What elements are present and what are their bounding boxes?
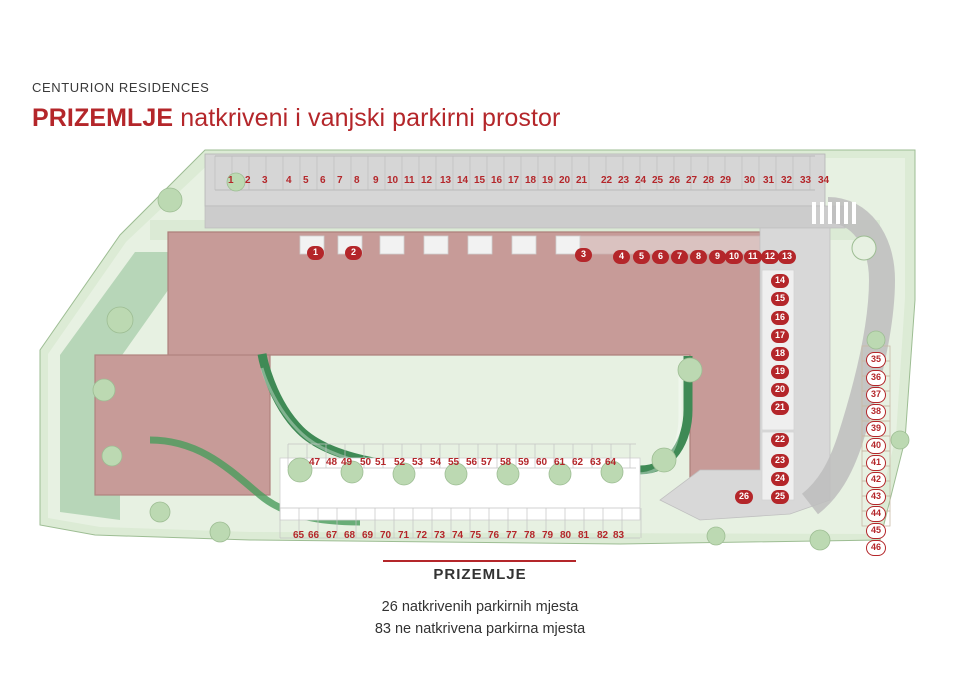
label-bot-77[interactable]: 77 <box>506 530 518 541</box>
label-top-21[interactable]: 21 <box>576 175 588 186</box>
label-bot-72[interactable]: 72 <box>416 530 428 541</box>
covered-pill-6[interactable]: 6 <box>652 250 669 264</box>
label-mid-58[interactable]: 58 <box>500 457 512 468</box>
covered-pill-5[interactable]: 5 <box>633 250 650 264</box>
bay-label-39[interactable]: 39 <box>866 421 886 437</box>
covered-pill-18[interactable]: 18 <box>771 347 789 361</box>
bay-label-43[interactable]: 43 <box>866 489 886 505</box>
label-mid-48[interactable]: 48 <box>326 457 338 468</box>
bay-label-41[interactable]: 41 <box>866 455 886 471</box>
label-top-33[interactable]: 33 <box>800 175 812 186</box>
bay-label-45[interactable]: 45 <box>866 523 886 539</box>
label-top-13[interactable]: 13 <box>440 175 452 186</box>
label-top-4[interactable]: 4 <box>286 175 292 186</box>
footer-uncovered-count: 83 ne natkrivena parkirna mjesta <box>374 621 586 637</box>
footer-level-title: PRIZEMLJE <box>433 566 527 583</box>
footer-covered-count: 26 natkrivenih parkirnih mjesta <box>381 599 579 615</box>
page-title-rest: natkriveni i vanjski parkirni prostor <box>173 104 561 132</box>
label-bot-65[interactable]: 65 <box>293 530 305 541</box>
covered-pill-11[interactable]: 11 <box>744 250 762 264</box>
label-mid-64[interactable]: 64 <box>605 457 617 468</box>
covered-pill-2[interactable]: 2 <box>345 246 362 260</box>
site-plan-drawing <box>0 140 960 560</box>
label-mid-56[interactable]: 56 <box>466 457 478 468</box>
covered-pill-19[interactable]: 19 <box>771 365 789 379</box>
label-bot-70[interactable]: 70 <box>380 530 392 541</box>
label-bot-76[interactable]: 76 <box>488 530 500 541</box>
label-top-30[interactable]: 30 <box>744 175 756 186</box>
bay-label-36[interactable]: 36 <box>866 370 886 386</box>
covered-pill-10[interactable]: 10 <box>725 250 743 264</box>
label-top-24[interactable]: 24 <box>635 175 647 186</box>
label-top-28[interactable]: 28 <box>703 175 715 186</box>
label-mid-59[interactable]: 59 <box>518 457 530 468</box>
label-top-11[interactable]: 11 <box>404 175 415 186</box>
covered-pill-20[interactable]: 20 <box>771 383 789 397</box>
label-bot-75[interactable]: 75 <box>470 530 482 541</box>
label-top-23[interactable]: 23 <box>618 175 630 186</box>
covered-pill-7[interactable]: 7 <box>671 250 688 264</box>
covered-pill-17[interactable]: 17 <box>771 329 789 343</box>
label-bot-69[interactable]: 69 <box>362 530 374 541</box>
covered-pill-23[interactable]: 23 <box>771 454 789 468</box>
label-bot-73[interactable]: 73 <box>434 530 446 541</box>
label-mid-50[interactable]: 50 <box>360 457 372 468</box>
page-title-strong: PRIZEMLJE <box>32 104 174 132</box>
project-name: CENTURION RESIDENCES <box>32 80 210 95</box>
label-top-6[interactable]: 6 <box>320 175 326 186</box>
covered-pill-22[interactable]: 22 <box>771 433 789 447</box>
label-top-20[interactable]: 20 <box>559 175 571 186</box>
label-top-16[interactable]: 16 <box>491 175 503 186</box>
covered-pill-25[interactable]: 25 <box>771 490 789 504</box>
label-top-7[interactable]: 7 <box>337 175 343 186</box>
label-bot-78[interactable]: 78 <box>524 530 536 541</box>
label-top-5[interactable]: 5 <box>303 175 309 186</box>
label-top-26[interactable]: 26 <box>669 175 681 186</box>
label-mid-47[interactable]: 47 <box>309 457 321 468</box>
label-top-15[interactable]: 15 <box>474 175 486 186</box>
label-top-2[interactable]: 2 <box>245 175 251 186</box>
covered-pill-24[interactable]: 24 <box>771 472 789 486</box>
label-bot-74[interactable]: 74 <box>452 530 464 541</box>
covered-pill-13[interactable]: 13 <box>778 250 796 264</box>
label-top-31[interactable]: 31 <box>763 175 775 186</box>
label-bot-71[interactable]: 71 <box>398 530 410 541</box>
bay-label-38[interactable]: 38 <box>866 404 886 420</box>
label-bot-66[interactable]: 66 <box>308 530 320 541</box>
covered-pill-4[interactable]: 4 <box>613 250 630 264</box>
label-bot-82[interactable]: 82 <box>597 530 609 541</box>
bay-label-44[interactable]: 44 <box>866 506 886 522</box>
bay-label-35[interactable]: 35 <box>866 352 886 368</box>
label-top-27[interactable]: 27 <box>686 175 698 186</box>
label-mid-53[interactable]: 53 <box>412 457 424 468</box>
page-title <box>32 104 560 133</box>
label-top-1[interactable]: 1 <box>228 175 234 186</box>
label-top-12[interactable]: 12 <box>421 175 433 186</box>
label-mid-55[interactable]: 55 <box>448 457 460 468</box>
label-top-32[interactable]: 32 <box>781 175 793 186</box>
label-top-8[interactable]: 8 <box>354 175 360 186</box>
label-mid-54[interactable]: 54 <box>430 457 442 468</box>
label-bot-83[interactable]: 83 <box>613 530 625 541</box>
label-bot-81[interactable]: 81 <box>578 530 590 541</box>
label-top-3[interactable]: 3 <box>262 175 268 186</box>
covered-pill-14[interactable]: 14 <box>771 274 789 288</box>
label-top-29[interactable]: 29 <box>720 175 732 186</box>
bay-label-37[interactable]: 37 <box>866 387 886 403</box>
label-top-17[interactable]: 17 <box>508 175 520 186</box>
label-bot-80[interactable]: 80 <box>560 530 572 541</box>
label-bot-68[interactable]: 68 <box>344 530 356 541</box>
label-bot-67[interactable]: 67 <box>326 530 338 541</box>
label-top-34[interactable]: 34 <box>818 175 830 186</box>
covered-pill-1[interactable]: 1 <box>307 246 324 260</box>
label-top-9[interactable]: 9 <box>373 175 379 186</box>
label-mid-57[interactable]: 57 <box>481 457 493 468</box>
covered-pill-9[interactable]: 9 <box>709 250 726 264</box>
covered-pill-21[interactable]: 21 <box>771 401 789 415</box>
label-mid-52[interactable]: 52 <box>394 457 406 468</box>
label-mid-62[interactable]: 62 <box>572 457 584 468</box>
label-top-10[interactable]: 10 <box>387 175 399 186</box>
label-mid-51[interactable]: 51 <box>375 457 387 468</box>
label-top-19[interactable]: 19 <box>542 175 554 186</box>
label-top-22[interactable]: 22 <box>601 175 613 186</box>
covered-pill-26[interactable]: 26 <box>735 490 753 504</box>
bay-label-40[interactable]: 40 <box>866 438 886 454</box>
covered-pill-3[interactable]: 3 <box>575 248 592 262</box>
label-bot-79[interactable]: 79 <box>542 530 554 541</box>
covered-pill-8[interactable]: 8 <box>690 250 707 264</box>
bay-label-46[interactable]: 46 <box>866 540 886 556</box>
top-parking-strip <box>205 154 845 228</box>
label-mid-60[interactable]: 60 <box>536 457 548 468</box>
label-mid-61[interactable]: 61 <box>554 457 566 468</box>
covered-pill-16[interactable]: 16 <box>771 311 789 325</box>
label-top-18[interactable]: 18 <box>525 175 537 186</box>
bay-label-42[interactable]: 42 <box>866 472 886 488</box>
covered-pill-15[interactable]: 15 <box>771 292 789 306</box>
label-top-25[interactable]: 25 <box>652 175 664 186</box>
label-top-14[interactable]: 14 <box>457 175 469 186</box>
footer-divider <box>383 560 576 562</box>
covered-pill-12[interactable]: 12 <box>761 250 779 264</box>
label-mid-63[interactable]: 63 <box>590 457 602 468</box>
label-mid-49[interactable]: 49 <box>341 457 353 468</box>
